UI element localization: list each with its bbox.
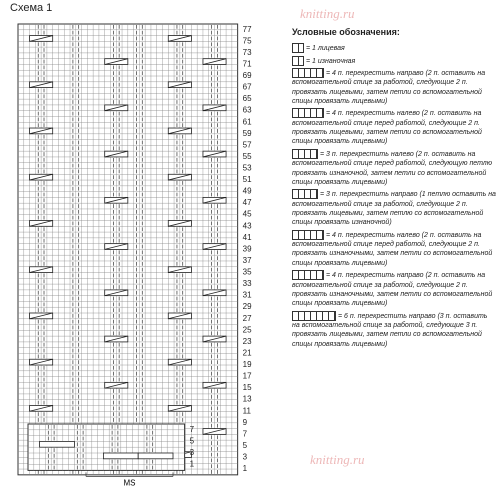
row-number: 27: [242, 313, 252, 323]
legend-item: [292, 149, 497, 187]
row-number: 25: [242, 325, 252, 335]
row-number: 73: [242, 47, 252, 57]
row-number: 75: [242, 36, 252, 46]
legend-item: [292, 43, 497, 53]
row-number: 41: [242, 232, 252, 242]
row-number: 35: [242, 267, 252, 277]
legend: [292, 28, 497, 351]
row-number: 3: [242, 452, 248, 462]
row-number: 23: [242, 336, 252, 346]
stitch-symbol-icon: [292, 311, 336, 321]
legend-item: [292, 56, 497, 66]
legend-item: [292, 270, 497, 308]
legend-text: = 4 п. перекрестить направо (2 п. оставить на вспомогательной спице за работой, следующие 2 п. провязать лицевыми, затем петли со вспомогательной спицы провязать лицевыми): [292, 69, 486, 105]
row-number: 21: [242, 348, 252, 358]
legend-title: Условные обозначения:: [292, 27, 400, 37]
cable-cross: [138, 453, 173, 459]
row-number: 45: [242, 209, 252, 219]
row-number: 5: [189, 436, 195, 446]
row-number: 61: [242, 117, 252, 127]
row-number: 1: [242, 464, 248, 474]
legend-item: [292, 189, 497, 227]
row-number: 7: [242, 429, 248, 439]
row-number: 29: [242, 302, 252, 312]
legend-items: [292, 43, 497, 349]
row-number: 51: [242, 175, 252, 185]
legend-text: = 4 п. перекрестить налево (2 п. оставить на вспомогательной спице перед работой, следующие 2 п. провязать изнаночными, затем петли со вспомогательной спицы провязать лицевыми): [292, 231, 493, 267]
legend-text: = 3 п. перекрестить налево (2 п. оставить на вспомогательной спице перед работой, следующую петлю провязать изнаночной, затем петли со вспомогательной спицы провязать лицевыми): [292, 150, 492, 186]
stitch-symbol-icon: [292, 189, 318, 199]
row-number: 5: [242, 440, 248, 450]
stitch-symbol-icon: [292, 43, 304, 53]
row-number: 55: [242, 151, 252, 161]
row-number: 3: [189, 448, 195, 457]
row-number: 65: [242, 94, 252, 104]
row-number: 11: [242, 406, 251, 416]
row-number: 9: [242, 417, 248, 427]
legend-text: = 4 п. перекрестить налево (2 п. оставить на вспомогательной спице перед работой, следующие 2 п. провязать лицевыми, затем петли со вспомогательной спицы провязать лицевыми): [292, 110, 482, 146]
legend-item: [292, 108, 497, 146]
stitch-symbol-icon: [292, 56, 304, 66]
chart1-title: Схема 1: [10, 2, 53, 14]
watermark-top: knitting.ru: [300, 6, 355, 21]
stitch-symbol-icon: [292, 68, 324, 78]
cable-cross: [40, 441, 75, 447]
legend-text: = 6 п. перекрестить направо (3 п. оставить на вспомогательной спице за работой, следующие 3 п. провязать лицевыми, затем петли со вспомогательной спицы провязать лицевыми): [292, 312, 488, 348]
stitch-symbol-icon: [292, 270, 324, 280]
row-number: 53: [242, 163, 252, 173]
legend-text: = 4 п. перекрестить направо (2 п. оставить на вспомогательной спице за работой, следующие 2 п. провязать изнаночными, затем петли со вспомогательной спицы провязать лицевыми): [292, 272, 493, 308]
row-number: 67: [242, 82, 252, 92]
repeat-label: MS: [123, 478, 136, 488]
row-number: 77: [242, 24, 252, 34]
row-number: 63: [242, 105, 252, 115]
row-number: 69: [242, 71, 252, 81]
row-number: 49: [242, 186, 252, 196]
row-number: 33: [242, 279, 252, 289]
stitch-symbol-icon: [292, 149, 318, 159]
legend-item: [292, 311, 497, 349]
row-number: 47: [242, 198, 252, 208]
legend-text: = 1 лицевая: [306, 45, 345, 53]
row-number: 39: [242, 244, 252, 254]
row-number: 31: [242, 290, 252, 300]
row-number: 43: [242, 221, 252, 231]
legend-item: [292, 68, 497, 106]
row-number: 59: [242, 128, 252, 138]
row-number: 19: [242, 360, 252, 370]
row-number: 13: [242, 394, 252, 404]
row-number: 15: [242, 383, 252, 393]
legend-text: = 3 п. перекрестить направо (1 петлю оставить на вспомогательной спице за работой, следующие 2 п. провязать лицевыми, затем петлю со вспомогательной спицы провязать изнаночной): [292, 191, 496, 227]
row-number: 37: [242, 255, 252, 265]
legend-text: = 1 изнаночная: [306, 57, 356, 65]
legend-item: [292, 230, 497, 268]
cable-cross: [103, 453, 138, 459]
row-number: 7: [189, 424, 195, 434]
row-number: 57: [242, 140, 252, 150]
stitch-symbol-icon: [292, 230, 324, 240]
row-number: 1: [189, 459, 195, 469]
row-number: 17: [242, 371, 252, 381]
row-number: 71: [242, 59, 252, 69]
stitch-symbol-icon: [292, 108, 324, 118]
watermark-bottom: knitting.ru: [310, 452, 365, 467]
